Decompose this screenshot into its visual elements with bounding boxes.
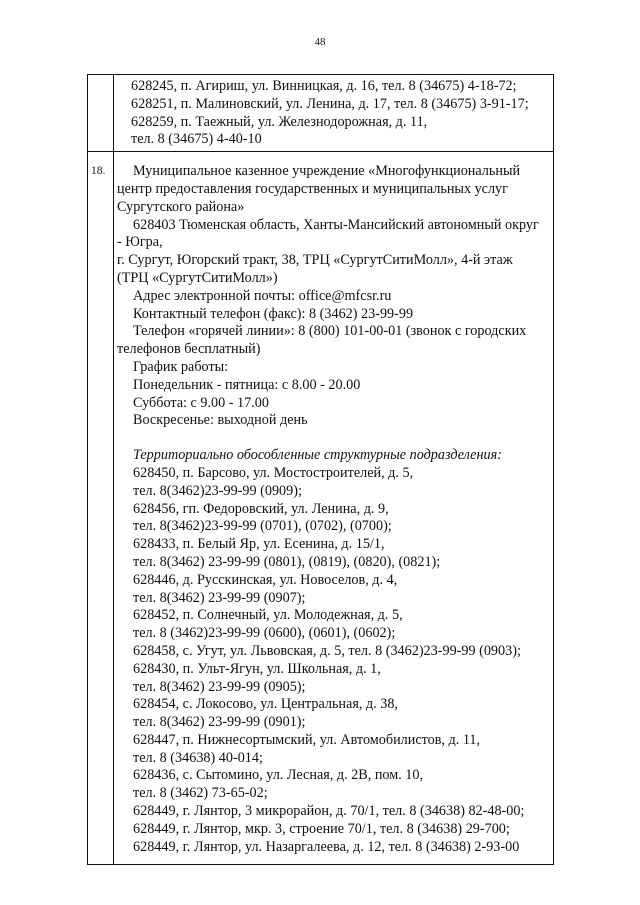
subdivision-address-line: 628458, с. Угут, ул. Львовская, д. 5, тел. 8 (3462)23-99-99 (0903); bbox=[133, 642, 521, 659]
schedule-sunday: Воскресенье: выходной день bbox=[133, 412, 308, 429]
subdivisions-title: Территориально обособленные структурные подразделения: bbox=[133, 447, 502, 464]
table-row bbox=[88, 151, 553, 864]
row-content-cell bbox=[114, 75, 553, 151]
subdivision-address-line: 628449, г. Лянтор, ул. Назаргалеева, д. 12, тел. 8 (34638) 2-93-00 bbox=[133, 838, 520, 855]
subdivision-address-line: 628433, п. Белый Яр, ул. Есенина, д. 15/1, bbox=[133, 536, 385, 553]
subdivision-address-line: 628449, г. Лянтор, мкр. 3, строение 70/1, тел. 8 (34638) 29-700; bbox=[133, 820, 510, 837]
subdivision-address-line: 628454, с. Локосово, ул. Центральная, д. 38, bbox=[133, 696, 398, 713]
subdivision-address-line: 628452, п. Солнечный, ул. Молодежная, д. 5, bbox=[133, 607, 403, 624]
row-number-cell bbox=[88, 75, 114, 151]
organization-name-line: Муниципальное казенное учреждение «Многофункциональный bbox=[133, 163, 521, 180]
schedule-title: График работы: bbox=[133, 358, 229, 375]
hotline-line: телефонов бесплатный) bbox=[117, 341, 261, 358]
address-line: (ТРЦ «СургутСитиМолл») bbox=[117, 269, 278, 286]
schedule-weekdays: Понедельник - пятница: с 8.00 - 20.00 bbox=[133, 376, 361, 393]
phone-line: тел. 8 (34675) 4-40-10 bbox=[131, 131, 262, 148]
contact-phone-line: Контактный телефон (факс): 8 (3462) 23-99-99 bbox=[133, 305, 414, 322]
subdivision-phone-line: тел. 8 (3462) 73-65-02; bbox=[133, 785, 268, 802]
subdivision-phone-line: тел. 8 (34638) 40-014; bbox=[133, 749, 263, 766]
address-line: г. Сургут, Югорский тракт, 38, ТРЦ «СургутСитиМолл», 4-й этаж bbox=[117, 252, 513, 269]
page-number: 48 bbox=[314, 36, 326, 48]
subdivision-phone-line: тел. 8 (3462)23-99-99 (0600), (0601), (0602); bbox=[133, 625, 396, 642]
address-line: 628403 Тюменская область, Ханты-Мансийский автономный округ bbox=[133, 216, 539, 233]
document-table bbox=[87, 74, 554, 865]
subdivision-address-line: 628456, гп. Федоровский, ул. Ленина, д. 9, bbox=[133, 500, 389, 517]
hotline-line: Телефон «горячей линии»: 8 (800) 101-00-01 (звонок с городских bbox=[133, 323, 527, 340]
address-line: - Югра, bbox=[117, 234, 163, 251]
address-line: 628259, п. Таежный, ул. Железнодорожная, д. 11, bbox=[131, 113, 428, 130]
subdivision-address-line: 628430, п. Ульт-Ягун, ул. Школьная, д. 1, bbox=[133, 660, 381, 677]
organization-name-line: центр предоставления государственных и муниципальных услуг bbox=[117, 180, 508, 197]
schedule-saturday: Суббота: с 9.00 - 17.00 bbox=[133, 394, 269, 411]
spacer bbox=[117, 430, 545, 447]
email-line: Адрес электронной почты: office@mfcsr.ru bbox=[133, 287, 392, 304]
subdivision-address-line: 628447, п. Нижнесортымский, ул. Автомобилистов, д. 11, bbox=[133, 731, 481, 748]
row-number-cell: 18. bbox=[88, 152, 114, 864]
subdivision-phone-line: тел. 8(3462)23-99-99 (0909); bbox=[133, 482, 302, 499]
subdivision-address-line: 628446, д. Русскинская, ул. Новоселов, д. 4, bbox=[133, 571, 398, 588]
subdivision-phone-line: тел. 8(3462)23-99-99 (0701), (0702), (0700); bbox=[133, 518, 392, 535]
subdivision-phone-line: тел. 8(3462) 23-99-99 (0907); bbox=[133, 589, 306, 606]
subdivision-address-line: 628449, г. Лянтор, 3 микрорайон, д. 70/1, тел. 8 (34638) 82-48-00; bbox=[133, 803, 525, 820]
row-content-cell bbox=[114, 152, 553, 864]
subdivision-phone-line: тел. 8(3462) 23-99-99 (0901); bbox=[133, 714, 306, 731]
table-row bbox=[88, 75, 553, 151]
subdivision-address-line: 628436, с. Сытомино, ул. Лесная, д. 2В, пом. 10, bbox=[133, 767, 424, 784]
organization-name-line: Сургутского района» bbox=[117, 198, 245, 215]
address-line: 628245, п. Агириш, ул. Винницкая, д. 16, тел. 8 (34675) 4-18-72; bbox=[131, 78, 517, 94]
address-line: 628251, п. Малиновский, ул. Ленина, д. 17, тел. 8 (34675) 3-91-17; bbox=[131, 95, 529, 112]
subdivision-address-line: 628450, п. Барсово, ул. Мостостроителей, д. 5, bbox=[133, 464, 414, 481]
subdivision-phone-line: тел. 8(3462) 23-99-99 (0905); bbox=[133, 678, 306, 695]
subdivision-phone-line: тел. 8(3462) 23-99-99 (0801), (0819), (0820), (0821); bbox=[133, 553, 441, 570]
